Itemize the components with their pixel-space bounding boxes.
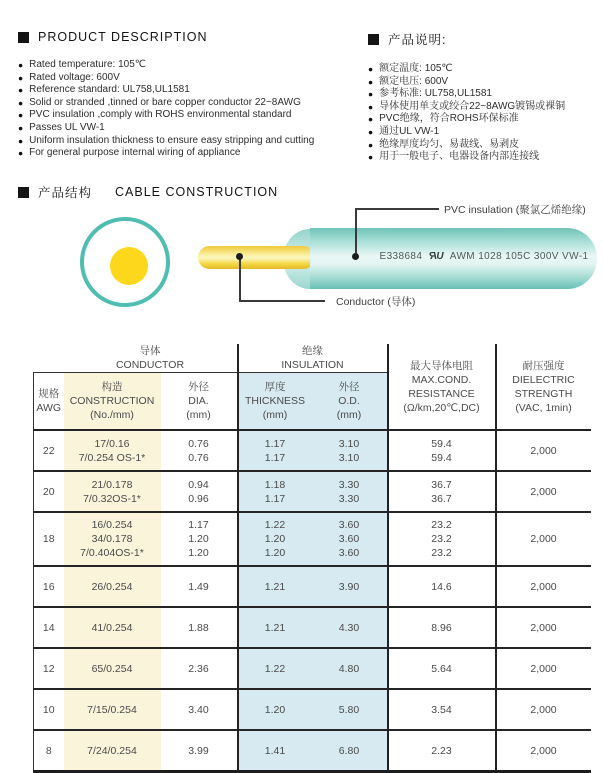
pvc-insulation-label: PVC insulation (聚氯乙烯绝缘): [444, 204, 586, 216]
list-item-text: 通过UL VW-1: [379, 125, 440, 137]
cell-dielectric: 2,000: [496, 730, 591, 772]
description-item-en: [18, 59, 368, 72]
dia-column-header: 外径 DIA. (mm): [161, 373, 238, 431]
description-item-cn: [368, 139, 596, 152]
cable-cross-section: [80, 217, 170, 307]
cell-od: 4.30: [312, 607, 388, 648]
description-item-cn: [368, 88, 596, 101]
cell-thickness: 1.41: [238, 730, 312, 772]
dot-bullet-icon: ●: [368, 64, 374, 74]
cell-od: 3.30 3.30: [312, 471, 388, 512]
dielectric-column-header: 耐压强度 DIELECTRIC STRENGTH (VAC, 1min): [496, 344, 591, 430]
spec-row-awg-22: [34, 430, 591, 471]
cell-awg: 18: [34, 512, 64, 566]
cell-resistance: 23.2 23.2 23.2: [388, 512, 496, 566]
pointer-line: [355, 208, 357, 257]
cell-resistance: 59.4 59.4: [388, 430, 496, 471]
spec-row-awg-18: [34, 512, 591, 566]
dot-bullet-icon: ●: [18, 72, 24, 83]
cell-dia: 3.40: [161, 689, 238, 730]
list-item-text: 绝缘厚度均匀、易裁线、易剥皮: [379, 138, 520, 150]
table-group-header-row: [34, 344, 591, 373]
description-columns: [18, 30, 596, 164]
dot-bullet-icon: ●: [18, 148, 24, 159]
list-item-text: Solid or stranded ,tinned or bare copper conductor 22~8AWG: [29, 96, 301, 108]
cell-dia: 1.49: [161, 566, 238, 607]
section-title-text: 产品说明:: [388, 33, 447, 47]
section-title-en: CABLE CONSTRUCTION: [115, 185, 279, 199]
cell-od: 4.80: [312, 648, 388, 689]
cell-dia: 0.76 0.76: [161, 430, 238, 471]
cell-od: 3.90: [312, 566, 388, 607]
dot-bullet-icon: ●: [368, 76, 374, 87]
pointer-dot: [352, 253, 359, 260]
list-item-text: 额定电压: 600V: [379, 75, 449, 87]
product-description-cn-section: [368, 30, 596, 164]
spec-table: [33, 344, 591, 773]
cable-diagram: [0, 200, 603, 340]
cell-resistance: 2.23: [388, 730, 496, 772]
spec-row-awg-20: [34, 471, 591, 512]
cert-number: E338684: [379, 251, 423, 262]
product-description-list: [18, 59, 368, 160]
conductor-rod: [198, 246, 315, 269]
description-item-en: [18, 84, 368, 97]
pointer-dot: [236, 253, 243, 260]
cell-resistance: 5.64: [388, 648, 496, 689]
cell-resistance: 36.7 36.7: [388, 471, 496, 512]
spec-row-awg-10: [34, 689, 591, 730]
cell-construction: 7/15/0.254: [64, 689, 161, 730]
description-item-en: [18, 97, 368, 110]
cell-construction: 26/0.254: [64, 566, 161, 607]
cell-thickness: 1.21: [238, 607, 312, 648]
cell-dia: 2.36: [161, 648, 238, 689]
list-item-text: PVC insulation ,comply with ROHS environmental standard: [29, 109, 292, 121]
dot-bullet-icon: ●: [368, 89, 374, 100]
thickness-column-header: 厚度 THICKNESS (mm): [238, 373, 312, 431]
ul-recognized-mark-icon: RU: [428, 251, 444, 262]
product-description-cn-list: [368, 63, 596, 164]
dot-bullet-icon: ●: [18, 85, 24, 96]
list-item-text: 额定温度: 105℃: [379, 63, 453, 74]
cell-construction: 16/0.254 34/0.178 7/0.404OS-1*: [64, 512, 161, 566]
spec-row-awg-12: [34, 648, 591, 689]
pointer-line: [239, 257, 241, 301]
resistance-column-header: 最大导体电阻 MAX.COND. RESISTANCE (Ω/km,20℃,DC): [388, 344, 496, 430]
dot-bullet-icon: ●: [18, 135, 24, 146]
cell-dia: 1.17 1.20 1.20: [161, 512, 238, 566]
awg-column-header: 规格 AWG: [34, 373, 64, 431]
cell-awg: 22: [34, 430, 64, 471]
dot-bullet-icon: ●: [18, 97, 24, 108]
dot-bullet-icon: ●: [368, 126, 374, 137]
square-bullet-icon: [368, 34, 379, 45]
list-item-text: 参考标准: UL758,UL1581: [379, 88, 492, 100]
spec-row-awg-8: [34, 730, 591, 772]
cable-construction-title: [18, 183, 278, 201]
cell-dia: 1.88: [161, 607, 238, 648]
product-description-title: [18, 30, 368, 44]
description-item-en: [18, 109, 368, 122]
list-item-text: PVC绝缘，符合ROHS环保标准: [379, 113, 519, 125]
cell-od: 3.10 3.10: [312, 430, 388, 471]
cell-dielectric: 2,000: [496, 512, 591, 566]
cell-construction: 41/0.254: [64, 607, 161, 648]
cell-dielectric: 2,000: [496, 566, 591, 607]
dot-bullet-icon: ●: [18, 60, 24, 70]
cell-thickness: 1.22: [238, 648, 312, 689]
empty-header-cell: [34, 344, 64, 373]
product-description-cn-title: [368, 30, 596, 48]
pointer-line: [355, 208, 439, 210]
product-description-section: [18, 30, 368, 164]
section-title-cn: 产品结构: [38, 186, 93, 200]
insulation-group-header: 绝缘 INSULATION: [238, 344, 388, 373]
spec-row-awg-14: [34, 607, 591, 648]
cell-awg: 12: [34, 648, 64, 689]
description-item-cn: [368, 63, 596, 76]
description-item-en: [18, 135, 368, 148]
list-item-text: Rated voltage: 600V: [29, 71, 120, 83]
cell-awg: 20: [34, 471, 64, 512]
cable-print-text: [369, 251, 599, 262]
cell-dielectric: 2,000: [496, 648, 591, 689]
square-bullet-icon: [18, 187, 29, 198]
conductor-label: Conductor (导体): [336, 296, 416, 308]
description-item-cn: [368, 76, 596, 89]
cell-dielectric: 2,000: [496, 607, 591, 648]
list-item-text: 用于一般电子、电器设备内部连接线: [379, 151, 540, 163]
dot-bullet-icon: ●: [18, 122, 24, 133]
cell-resistance: 3.54: [388, 689, 496, 730]
list-item-text: 导体使用单支或绞合22~8AWG镀锡或裸铜: [379, 100, 566, 112]
cell-dia: 0.94 0.96: [161, 471, 238, 512]
pointer-line: [239, 300, 325, 302]
cell-od: 5.80: [312, 689, 388, 730]
cell-thickness: 1.21: [238, 566, 312, 607]
cell-od: 3.60 3.60 3.60: [312, 512, 388, 566]
cell-dia: 3.99: [161, 730, 238, 772]
square-bullet-icon: [18, 32, 29, 43]
list-item-text: Passes UL VW-1: [29, 121, 105, 133]
dot-bullet-icon: ●: [18, 110, 24, 121]
dot-bullet-icon: ●: [368, 139, 374, 150]
cell-construction: 7/24/0.254: [64, 730, 161, 772]
construction-column-header: 构造 CONSTRUCTION (No./mm): [64, 373, 161, 431]
spec-table-body: [34, 430, 591, 772]
cell-dielectric: 2,000: [496, 689, 591, 730]
section-title-text: PRODUCT DESCRIPTION: [38, 30, 208, 44]
list-item-text: Rated temperature: 105℃: [29, 59, 146, 70]
list-item-text: For general purpose internal wiring of appliance: [29, 147, 241, 159]
conductor-core: [110, 247, 148, 285]
description-item-cn: [368, 113, 596, 126]
description-item-en: [18, 122, 368, 135]
cell-thickness: 1.17 1.17: [238, 430, 312, 471]
dot-bullet-icon: ●: [368, 101, 374, 112]
dot-bullet-icon: ●: [368, 152, 374, 163]
description-item-cn: [368, 126, 596, 139]
cell-awg: 10: [34, 689, 64, 730]
description-item-en: [18, 72, 368, 85]
cell-construction: 21/0.178 7/0.32OS-1*: [64, 471, 161, 512]
cell-awg: 16: [34, 566, 64, 607]
cell-thickness: 1.20: [238, 689, 312, 730]
cell-construction: 65/0.254: [64, 648, 161, 689]
description-item-cn: [368, 101, 596, 114]
description-item-cn: [368, 151, 596, 164]
list-item-text: Reference standard: UL758,UL1581: [29, 84, 190, 96]
cable-spec: AWM 1028 105C 300V VW-1: [449, 251, 589, 262]
cell-awg: 8: [34, 730, 64, 772]
spec-row-awg-16: [34, 566, 591, 607]
cell-thickness: 1.18 1.17: [238, 471, 312, 512]
cell-thickness: 1.22 1.20 1.20: [238, 512, 312, 566]
cell-dielectric: 2,000: [496, 471, 591, 512]
od-column-header: 外径 O.D. (mm): [312, 373, 388, 431]
cell-resistance: 8.96: [388, 607, 496, 648]
cell-od: 6.80: [312, 730, 388, 772]
cell-resistance: 14.6: [388, 566, 496, 607]
conductor-group-header: 导体 CONDUCTOR: [64, 344, 238, 373]
cell-construction: 17/0.16 7/0.254 OS-1*: [64, 430, 161, 471]
list-item-text: Uniform insulation thickness to ensure easy stripping and cutting: [29, 134, 315, 146]
description-item-en: [18, 147, 368, 160]
cell-awg: 14: [34, 607, 64, 648]
dot-bullet-icon: ●: [368, 114, 374, 125]
cell-dielectric: 2,000: [496, 430, 591, 471]
